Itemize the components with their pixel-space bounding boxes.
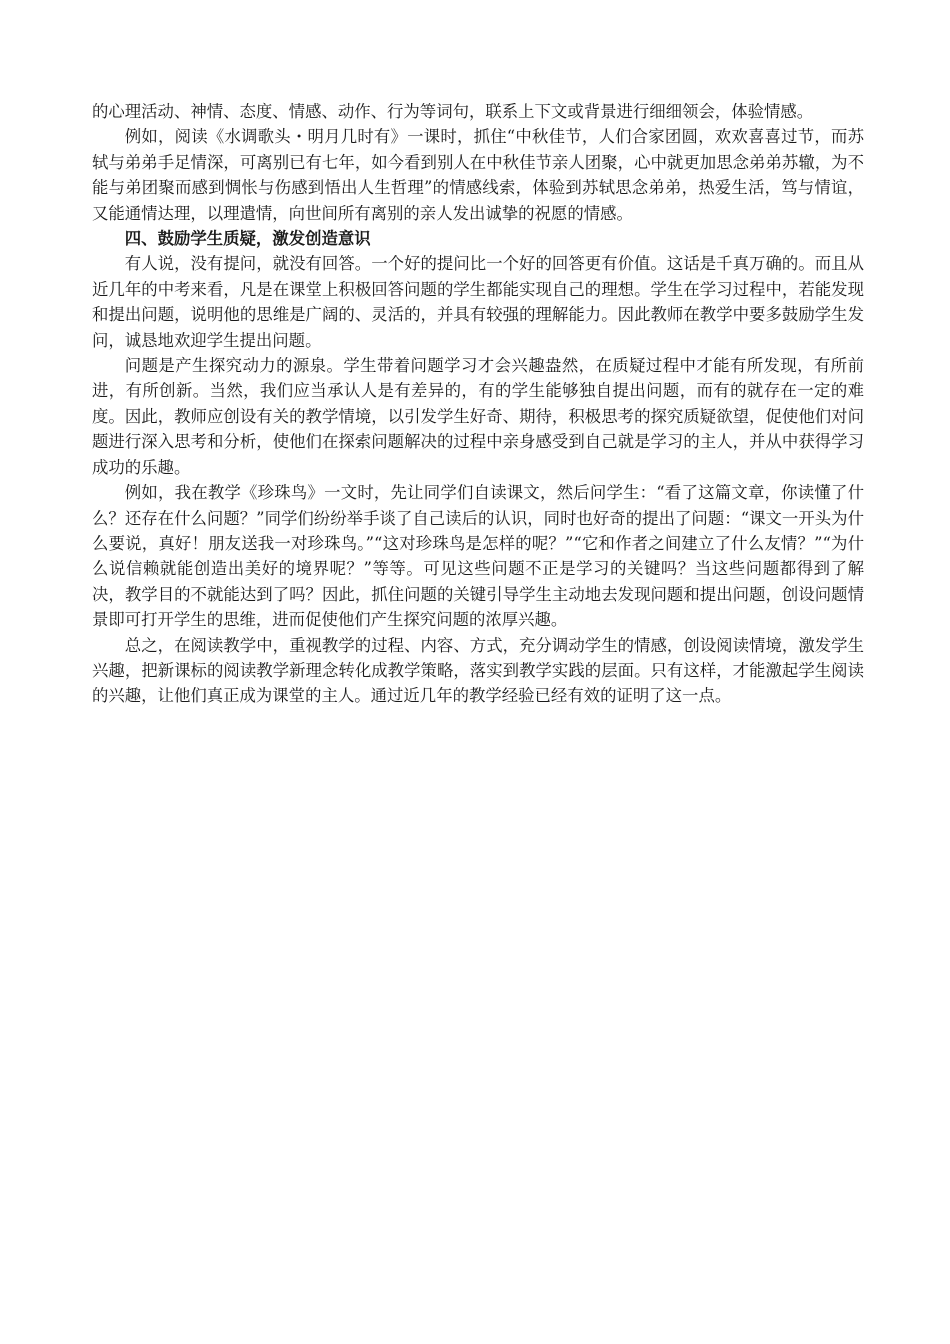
paragraph-conclusion: 总之，在阅读教学中，重视教学的过程、内容、方式，充分调动学生的情感，创设阅读情境，激发学生兴趣，把新课标的阅读教学新理念转化成教学策略，落实到教学实践的层面。只有这样，才能激起学生阅读的兴趣，让他们真正成为课堂的主人。通过近几年的教学经验已经有效的证明了这一点。	[92, 635, 864, 706]
paragraph-questioning-value: 有人说，没有提问，就没有回答。一个好的提问比一个好的回答更有价值。这话是千真万确的。而且从近几年的中考来看，凡是在课堂上积极回答问题的学生都能实现自己的理想。学生在学习过程中，若能发现和提出问题，说明他的思维是广阔的、灵活的，并具有较强的理解能力。因此教师在教学中要多鼓励学生发问，诚恳地欢迎学生提出问题。	[92, 254, 864, 350]
paragraph-continued: 的心理活动、神情、态度、情感、动作、行为等词句，联系上下文或背景进行细细领会，体验情感。	[92, 102, 814, 121]
paragraph-example-shuidiao: 例如，阅读《水调歌头・明月几时有》一课时，抓住“中秋佳节，人们合家团圆，欢欢喜喜过节，而苏轼与弟弟手足情深，可离别已有七年，如今看到别人在中秋佳节亲人团聚，心中就更加思念弟弟苏辙，为不能与弟团聚而感到惆怅与伤感到悟出人生哲理”的情感线索，体验到苏轼思念弟弟，热爱生活，笃与情谊，又能通情达理，以理遣情，向世间所有离别的亲人发出诚挚的祝愿的情感。	[92, 127, 864, 223]
paragraph-inquiry-source: 问题是产生探究动力的源泉。学生带着问题学习才会兴趣盎然，在质疑过程中才能有所发现，有所前进，有所创新。当然，我们应当承认人是有差异的，有的学生能够独自提出问题，而有的就存在一定的难度。因此，教师应创设有关的教学情境，以引发学生好奇、期待，积极思考的探究质疑欲望，促使他们对问题进行深入思考和分析，使他们在探索问题解决的过程中亲身感受到自己就是学习的主人，并从中获得学习成功的乐趣。	[92, 356, 864, 477]
section-heading: 四、鼓励学生质疑，激发创造意识	[124, 229, 371, 249]
paragraph-example-pearl-bird: 例如，我在教学《珍珠鸟》一文时，先让同学们自读课文，然后问学生：“看了这篇文章，你读懂了什么？还存在什么问题？”同学们纷纷举手谈了自己读后的认识，同时也好奇的提出了问题：“课文一开头为什么要说，真好！朋友送我一对珍珠鸟。”“这对珍珠鸟是怎样的呢？”“它和作者之间建立了什么友情？”“为什么说信赖就能创造出美好的境界呢？”等等。可见这些问题不正是学习的关键吗？当这些问题都得到了解决，教学目的不就能达到了吗？因此，抓住问题的关键引导学生主动地去发现问题和提出问题，创设问题情景即可打开学生的思维，进而促使他们产生探究问题的浓厚兴趣。	[92, 483, 864, 630]
document-page	[92, 99, 864, 709]
